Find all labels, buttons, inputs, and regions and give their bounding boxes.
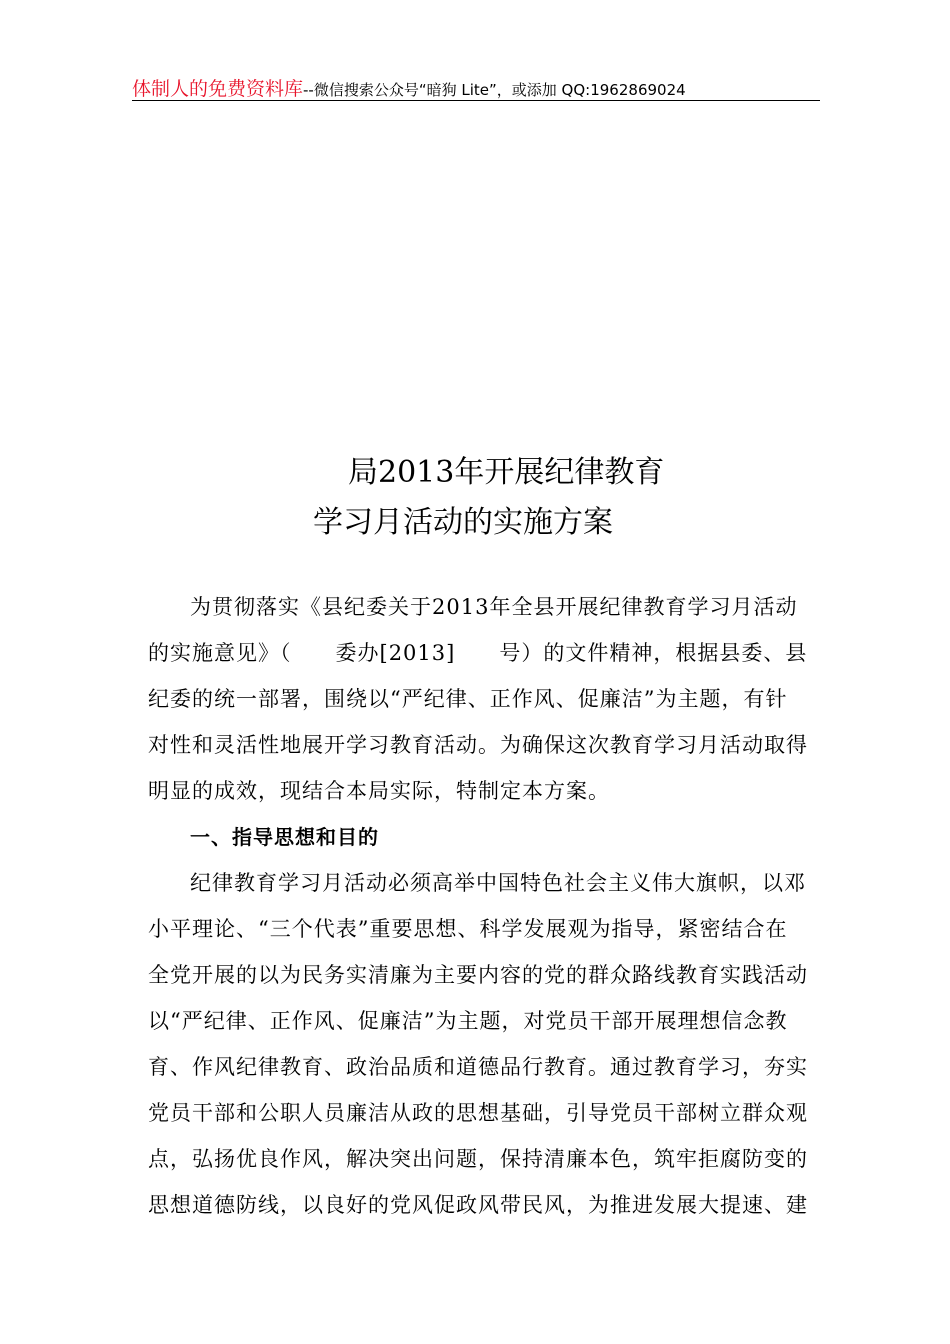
section-1-heading: 一、指导思想和目的 xyxy=(190,825,379,849)
paragraph-1-line-5: 明显的成效，现结合本局实际，特制定本方案。 xyxy=(148,779,610,803)
document-title-line-2: 学习月活动的实施方案 xyxy=(313,505,613,540)
page-header xyxy=(132,74,820,101)
section-1-line-6: 党员干部和公职人员廉洁从政的思想基础，引导党员干部树立群众观 xyxy=(148,1101,808,1125)
section-1-line-2: 小平理论、“三个代表”重要思想、科学发展观为指导，紧密结合在 xyxy=(148,917,788,941)
paragraph-1-line-1: 为贯彻落实《县纪委关于2013年全县开展纪律教育学习月活动 xyxy=(190,595,798,619)
section-1-line-5: 育、作风纪律教育、政治品质和道德品行教育。通过教育学习，夯实 xyxy=(148,1055,808,1079)
paragraph-1-line-4: 对性和灵活性地展开学习教育活动。为确保这次教育学习月活动取得 xyxy=(148,733,808,757)
section-1-line-3: 全党开展的以为民务实清廉为主要内容的党的群众路线教育实践活动 xyxy=(148,963,808,987)
header-note: --微信搜索公众号“暗狗 Lite”，或添加 QQ:1962869024 xyxy=(303,81,686,99)
header-site-name: 体制人的免费资料库 xyxy=(132,78,304,100)
section-1-line-8: 思想道德防线，以良好的党风促政风带民风，为推进发展大提速、建 xyxy=(148,1193,808,1217)
document-title-line-1: 局2013年开展纪律教育 xyxy=(348,455,665,490)
section-1-line-4: 以“严纪律、正作风、促廉洁”为主题，对党员干部开展理想信念教 xyxy=(148,1009,788,1033)
paragraph-1-line-2: 的实施意见》（ 委办[2013] 号）的文件精神，根据县委、县 xyxy=(148,641,808,665)
section-1-line-7: 点，弘扬优良作风，解决突出问题，保持清廉本色，筑牢拒腐防变的 xyxy=(148,1147,808,1171)
section-1-line-1: 纪律教育学习月活动必须高举中国特色社会主义伟大旗帜，以邓 xyxy=(190,871,806,895)
paragraph-1-line-3: 纪委的统一部署，围绕以“严纪律、正作风、促廉洁”为主题，有针 xyxy=(148,687,788,711)
